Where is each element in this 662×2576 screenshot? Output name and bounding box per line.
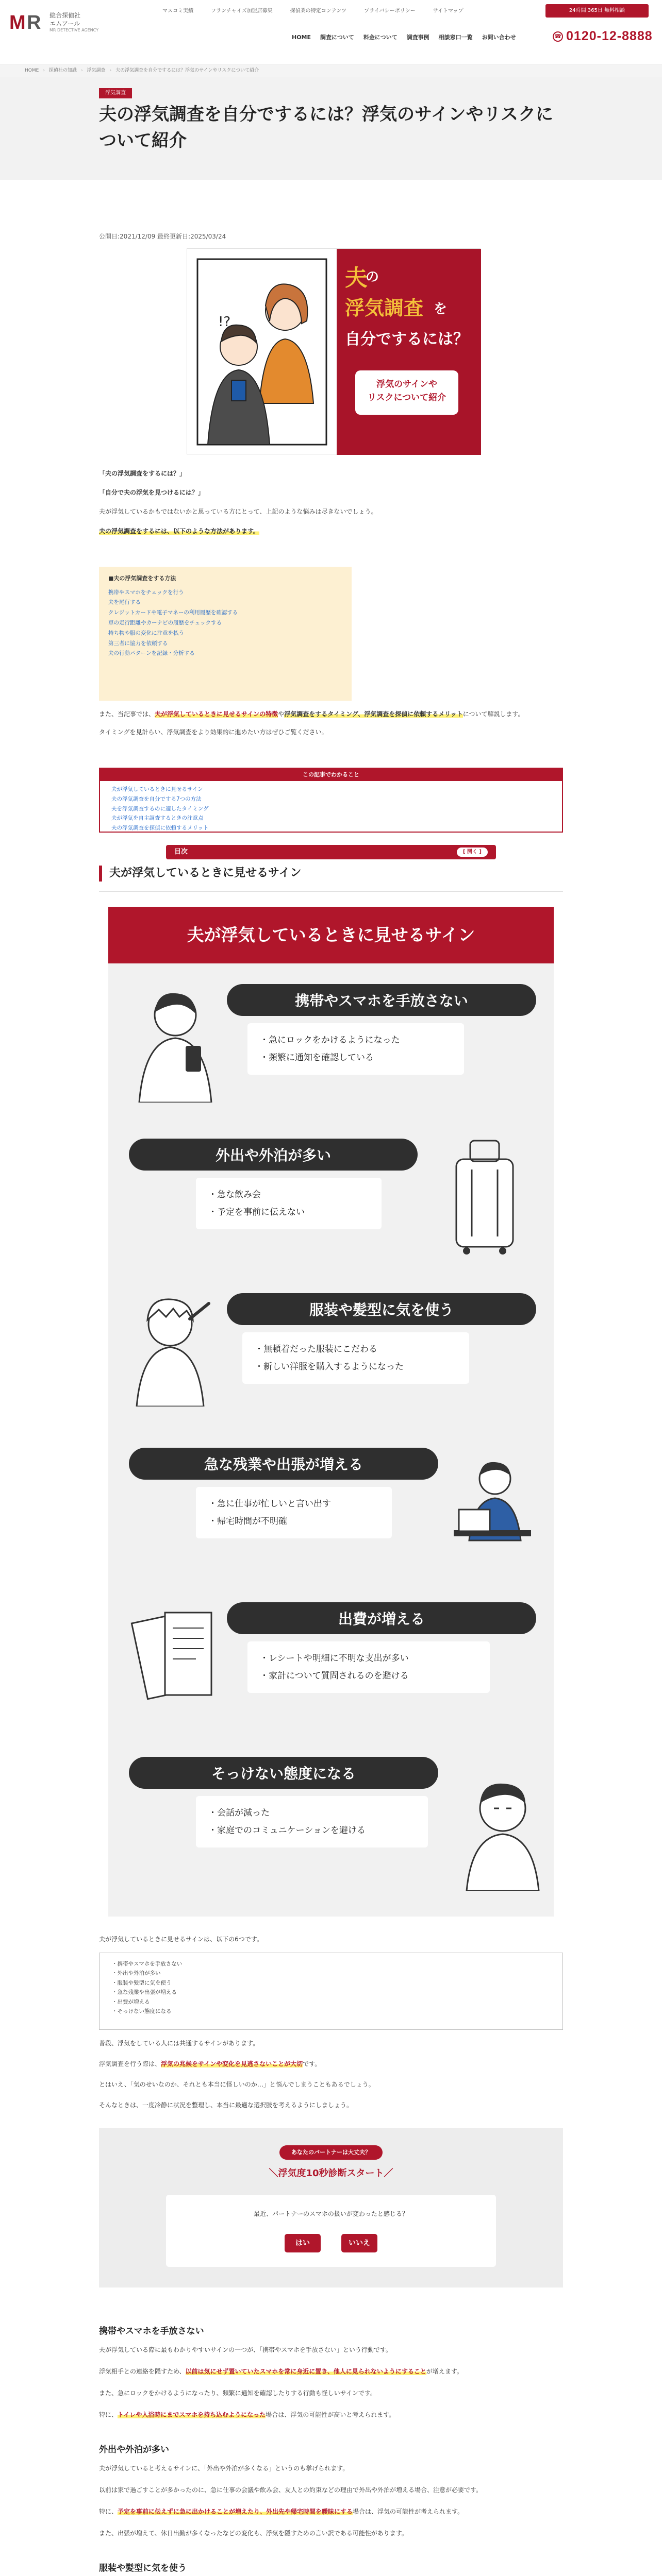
table-of-contents-bar: 目次 [ 開く ] — [166, 845, 496, 859]
category-badge[interactable]: 浮気調査 — [99, 88, 132, 98]
svg-text:!?: !? — [218, 314, 231, 330]
paragraph: 夫が浮気していると考えるサインに、「外出や外泊が多くなる」というのも挙げられます。 — [99, 2465, 349, 2472]
breadcrumb: HOME › 探偵社の知識 › 浮気調査 › 夫の浮気調査を自分でするには？浮気のサインやリスクについて紹介 — [0, 64, 662, 77]
top-link-media[interactable]: マスコミ実績 — [162, 8, 193, 14]
eyecatch-title: 夫 の 浮気調査 を 自分でするには？ 浮気のサインや リスクについて紹介 — [337, 249, 481, 455]
signs-list — [99, 1953, 563, 2030]
list-item: ・ 服装や髪型に気を使う — [112, 1978, 550, 1988]
method-summary-box: ■夫の浮気調査をする方法 携帯やスマホをチェックを行う 夫を尾行する クレジットカードや電子マネーの利用履歴を確認する 車の走行距離やカーナビの履歴をチェックする 持ち物や服の変化に注意を払う 第三者に協力を依頼する 夫の行動パターンを記録・分析する — [99, 567, 352, 701]
subheading: 携帯やスマホを手放さない — [99, 2326, 204, 2336]
top-link-sitemap[interactable]: サイトマップ — [433, 8, 464, 14]
nav-home[interactable]: HOME — [292, 34, 311, 41]
paragraph: そんなときは、一度冷静に状況を整理し、本当に最適な選択肢を考えるようにしましょう。 — [99, 2102, 353, 2109]
method-link[interactable]: 夫の行動パターンを記録・分析する — [108, 650, 195, 657]
signs-infographic — [108, 907, 554, 1917]
point-link[interactable]: 夫を浮気調査するのに適したタイミング — [111, 805, 209, 812]
site-header — [0, 0, 662, 64]
intro-text: 「夫の浮気調査をするには？」 「自分で夫の浮気を見つけるには？」 夫が浮気しているかもではないかと思っている方にとって、上記のような悩みは尽きないでしょう。 夫の浮気調査をするには、以下のような方法があります。 — [99, 470, 377, 535]
paragraph: 夫が浮気している際に最もわかりやすいサインの一つが、「携帯やスマホを手放さない」という行動です。 — [99, 2346, 392, 2353]
diagnosis-card — [166, 2195, 496, 2267]
paragraph: 以前は家で過ごすことが多かったのに、急に仕事の会議や飲み会、友人との約束などの理由で外出や外泊が増える場合、注意が必要です。 — [99, 2486, 483, 2494]
list-item: ・ 外出や外泊が多い — [112, 1969, 550, 1978]
paragraph: とはいえ、「気のせいなのか、それとも本当に怪しいのか…」と悩んでしまうこともあるでしょう。 — [99, 2081, 375, 2088]
top-link-privacy[interactable]: プライバシーポリシー — [364, 8, 416, 14]
paragraph: 浮気調査を行う際は、浮気の兆候をサインや変化を見逃さないことが大切です。 — [99, 2060, 321, 2067]
method-link[interactable]: 車の走行距離やカーナビの履歴をチェックする — [108, 619, 222, 626]
sign-cold-attitude: そっけない態度になる ・ 会話が減った ・ 家庭でのコミュニケーションを避ける — [108, 1752, 554, 1906]
list-item: ・ 急な残業や出張が増える — [112, 1988, 550, 1997]
sign-appearance: 服装や髪型に気を使う ・ 無頓着だった服装にこだわる ・ 新しい洋服を購入するようになった — [108, 1288, 554, 1443]
subheading: 外出や外泊が多い — [99, 2445, 169, 2455]
point-link[interactable]: 夫が浮気しているときに見せるサイン — [111, 786, 203, 792]
intro-paragraph-2: また、当記事では、夫が浮気しているときに見せるサインの特徴や浮気調査をするタイミング、浮気調査を探偵に依頼するメリットについて解説します。 タイミングを見計らい、浮気調査をより効果的に進めたい方はぜひご覧ください。 — [99, 710, 524, 736]
infographic-title: 夫が浮気しているときに見せるサイン — [108, 907, 554, 963]
signs-intro: 夫が浮気しているときに見せるサインは、以下の6つです。 — [99, 1936, 263, 1943]
main-nav — [292, 33, 516, 42]
point-link[interactable]: 夫の浮気調査を探偵に依頼するメリット — [111, 825, 209, 832]
eyecatch-subtitle: 浮気のサインや リスクについて紹介 — [355, 370, 458, 415]
paragraph: 浮気相手との連絡を隠すため、以前は気にせず置いていたスマホを常に身近に置き、他人に見られないようにすることが増えます。 — [99, 2368, 463, 2375]
breadcrumb-knowledge[interactable]: 探偵社の知識 — [48, 67, 77, 73]
no-button[interactable]: いいえ — [341, 2234, 377, 2252]
man-with-phone-illustration — [129, 984, 222, 1103]
article-points-box: この記事でわかること 夫が浮気しているときに見せるサイン 夫の浮気調査を自分でする7つの方法 夫を浮気調査するのに適したタイミング 夫が浮気を自主調査するときの注意点 夫の浮気調査を探偵に依頼するメリット — [99, 768, 563, 833]
paragraph: 特に、トイレや入浴時にまでスマホを持ち込むようになった場合は、浮気の可能性が高いと考えられます。 — [99, 2411, 395, 2418]
toc-toggle-button[interactable]: [ 開く ] — [457, 848, 488, 857]
couple-illustration — [187, 249, 337, 455]
article — [99, 191, 563, 2573]
breadcrumb-category[interactable]: 浮気調査 — [87, 67, 106, 73]
nav-contact[interactable]: お問い合わせ — [482, 34, 516, 41]
cold-man-illustration — [459, 1772, 547, 1891]
yes-button[interactable]: はい — [285, 2234, 321, 2252]
breadcrumb-current: 夫の浮気調査を自分でするには？浮気のサインやリスクについて紹介 — [115, 67, 259, 73]
breadcrumb-home[interactable]: HOME — [25, 67, 39, 73]
eyecatch-image — [187, 248, 481, 454]
method-link[interactable]: 持ち物や服の変化に注意を払う — [108, 630, 184, 636]
post-dates: 公開日:2021/12/09 最終更新日:2025/03/24 — [99, 233, 226, 240]
paragraph: また、急にロックをかけるようになったり、頻繁に通知を確認したりする行動も怪しいサインです。 — [99, 2389, 376, 2397]
sign-going-out: 外出や外泊が多い ・ 急な飲み会 ・ 予定を事前に伝えない — [108, 1133, 554, 1288]
diagnosis-question: 最近、パートナーのスマホの扱いが変わったと感じる？ — [254, 2210, 408, 2217]
nav-pricing[interactable]: 料金について — [363, 34, 398, 41]
logo-text: 総合探偵社 エムアール MR DETECTIVE AGENCY — [49, 12, 98, 33]
point-link[interactable]: 夫が浮気を自主調査するときの注意点 — [111, 815, 204, 822]
method-link[interactable]: 第三者に協力を依頼する — [108, 640, 168, 647]
section-heading-signs: 夫が浮気しているときに見せるサイン — [99, 866, 563, 882]
list-item: ・ そっけない態度になる — [112, 2007, 550, 2016]
page-title: 夫の浮気調査を自分でするには？浮気のサインやリスクについて紹介 — [99, 104, 553, 151]
diagnosis-heading: ＼浮気度10秒診断スタート／ — [269, 2168, 393, 2179]
list-item: ・ 出費が増える — [112, 1997, 550, 2007]
top-links — [162, 7, 464, 15]
nav-offices[interactable]: 相談窓口一覧 — [438, 34, 473, 41]
title-band — [0, 77, 662, 180]
paragraph: また、出張が増えて、休日出勤が多くなったなどの変化も、浮気を隠すための言い訳である可能性があります。 — [99, 2530, 408, 2537]
suitcase-illustration — [438, 1133, 531, 1257]
point-link[interactable]: 夫の浮気調査を自分でする7つの方法 — [111, 795, 202, 802]
method-link[interactable]: 携帯やスマホをチェックを行う — [108, 589, 184, 596]
man-haircare-illustration — [129, 1288, 217, 1406]
receipts-illustration — [129, 1597, 222, 1716]
nav-services[interactable]: 調査について — [320, 34, 354, 41]
list-item: ・ 携帯やスマホを手放さない — [112, 1959, 550, 1969]
paragraph: 特に、予定を事前に伝えずに急に出かけることが増えたり、外出先や帰宅時間を曖昧にする場合は、浮気の可能性が考えられます。 — [99, 2508, 464, 2515]
header-phone[interactable]: ☎ 0120-12-8888 — [553, 29, 653, 44]
free-consultation-button[interactable]: 24時間 365日 無料相談 — [545, 4, 649, 18]
subheading: 服装や髪型に気を使う — [99, 2563, 187, 2573]
sign-overtime: 急な残業や出張が増える ・ 急に仕事が忙しいと言い出す ・ 帰宅時間が不明確 — [108, 1443, 554, 1597]
site-logo[interactable] — [9, 11, 98, 33]
top-link-franchise[interactable]: フランチャイズ加盟店募集 — [211, 8, 273, 14]
diagnosis-widget — [99, 2128, 563, 2287]
nav-cases[interactable]: 調査事例 — [406, 34, 429, 41]
paragraph: 普段、浮気をしている人には共通するサインがあります。 — [99, 2040, 259, 2047]
method-link[interactable]: 夫を尾行する — [108, 599, 141, 606]
logo-mark: M R — [9, 11, 41, 33]
phone-icon: ☎ — [553, 31, 563, 42]
sign-phone: 携帯やスマホを手放さない ・ 急にロックをかけるようになった ・ 頻繁に通知を確認している — [108, 979, 554, 1133]
top-link-contents[interactable]: 探偵業の特定コンテンツ — [290, 8, 347, 14]
diagnosis-badge: あなたのパートナーは大丈夫？ — [279, 2145, 383, 2160]
man-at-desk-illustration — [449, 1453, 536, 1566]
sign-expenses: 出費が増える ・ レシートや明細に不明な支出が多い ・ 家計について質問されるのを避ける — [108, 1597, 554, 1752]
divider — [99, 891, 563, 892]
method-link[interactable]: クレジットカードや電子マネーの利用履歴を確認する — [108, 609, 238, 616]
